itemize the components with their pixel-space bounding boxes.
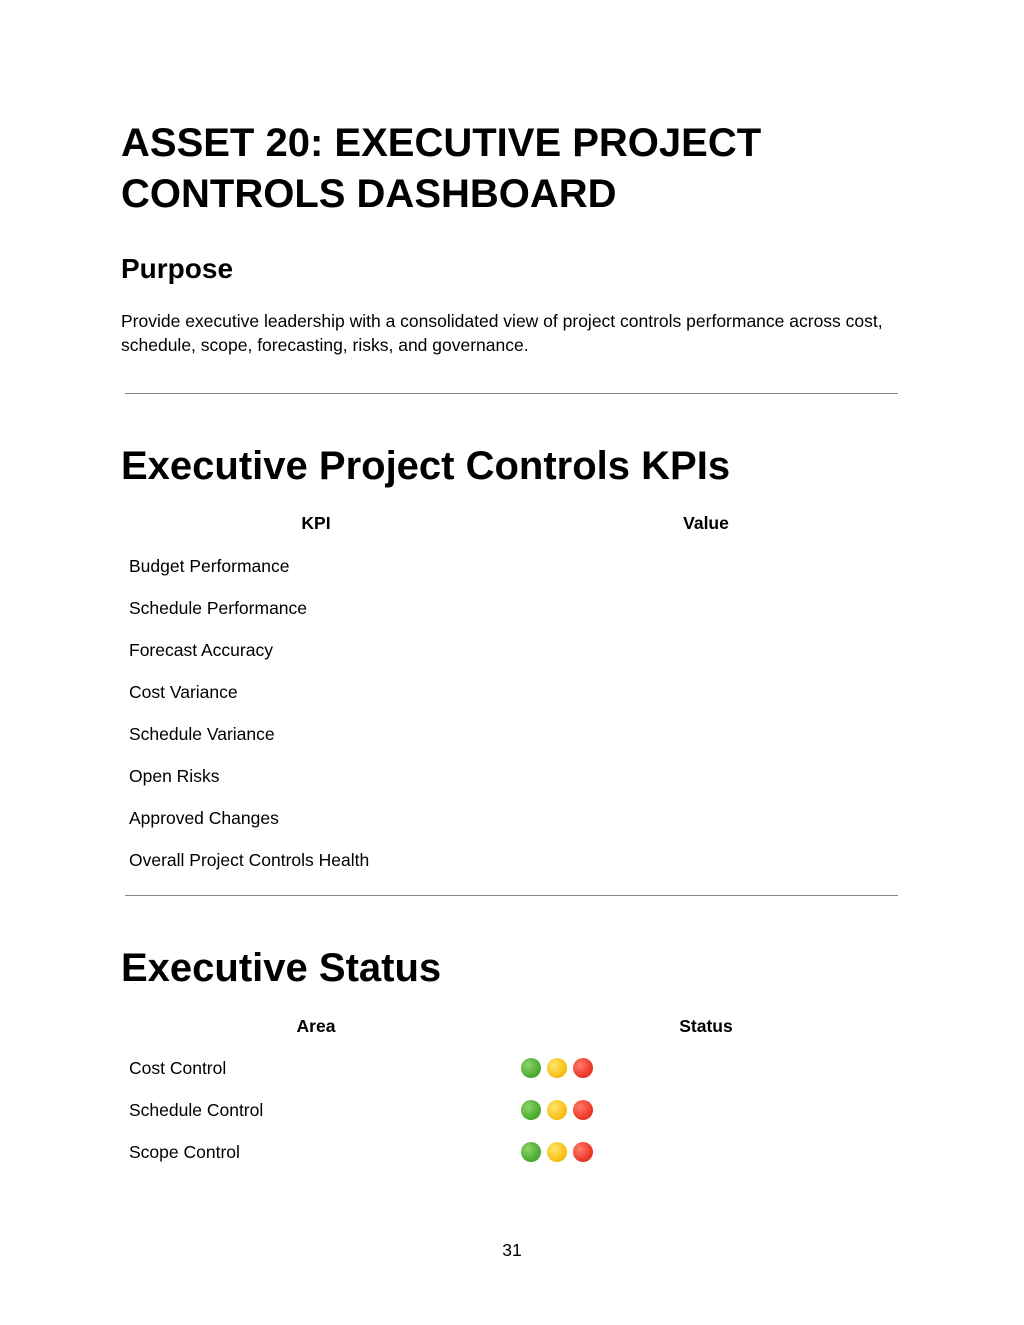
kpi-column-header: KPI — [301, 513, 331, 533]
green-circle-icon — [521, 1142, 541, 1162]
red-circle-icon — [573, 1142, 593, 1162]
red-circle-icon — [573, 1100, 593, 1120]
area-column-header: Area — [296, 1016, 336, 1036]
kpi-row-label: Approved Changes — [129, 808, 279, 828]
status-row-area: Schedule Control — [129, 1100, 264, 1120]
green-circle-icon — [521, 1100, 541, 1120]
yellow-circle-icon — [547, 1142, 567, 1162]
page-title: ASSET 20: EXECUTIVE PROJECT CONTROLS DASHBOARD — [121, 121, 762, 216]
green-circle-icon — [521, 1058, 541, 1078]
purpose-text: Provide executive leadership with a consolidated view of project controls performance across cost, schedule, scope, forecasting, risks, and governance. — [121, 311, 883, 355]
status-row-area: Scope Control — [129, 1142, 240, 1162]
divider — [125, 393, 898, 394]
purpose-heading: Purpose — [121, 253, 234, 284]
kpi-row-label: Overall Project Controls Health — [129, 850, 370, 870]
status-row-area: Cost Control — [129, 1058, 227, 1078]
status-indicators — [521, 1142, 593, 1162]
yellow-circle-icon — [547, 1100, 567, 1120]
kpi-row-label: Schedule Performance — [129, 598, 308, 618]
status-indicators — [521, 1058, 593, 1078]
kpi-row-label: Open Risks — [129, 766, 220, 786]
kpi-row-label: Budget Performance — [129, 556, 290, 576]
status-column-header: Status — [679, 1016, 733, 1036]
kpi-row-label: Schedule Variance — [129, 724, 275, 744]
kpi-row-label: Cost Variance — [129, 682, 238, 702]
page-number: 31 — [502, 1240, 522, 1260]
kpi-section-heading: Executive Project Controls KPIs — [121, 444, 731, 488]
status-indicators — [521, 1100, 593, 1120]
divider — [125, 895, 898, 896]
red-circle-icon — [573, 1058, 593, 1078]
value-column-header: Value — [683, 513, 729, 533]
kpi-row-label: Forecast Accuracy — [129, 640, 273, 660]
status-section-heading: Executive Status — [121, 946, 442, 990]
yellow-circle-icon — [547, 1058, 567, 1078]
